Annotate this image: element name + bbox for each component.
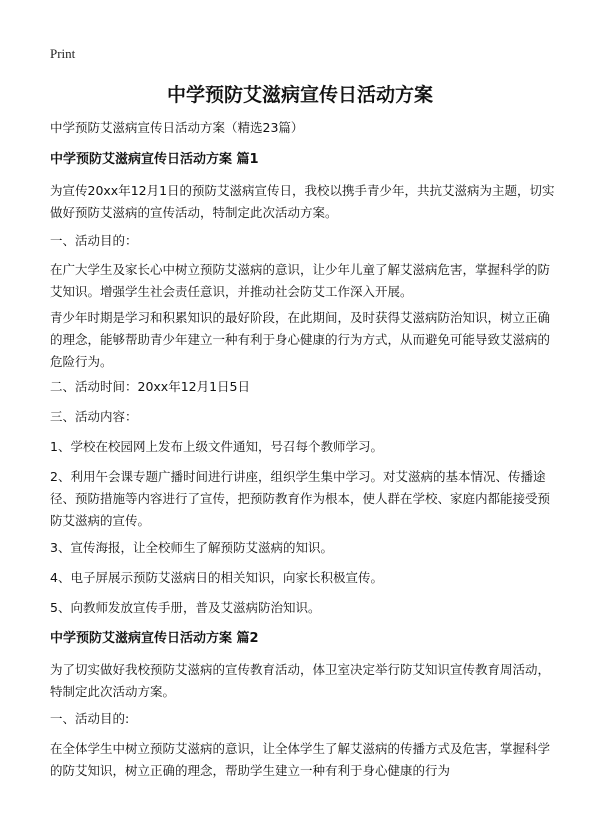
list-item: 1、学校在校园网上发布上级文件通知，号召每个教师学习。 [50,439,383,454]
section-1-time-label: 二、活动时间：20xx年12月1日5日 [50,379,251,394]
subtitle: 中学预防艾滋病宣传日活动方案（精选23篇） [50,120,304,135]
section-2-goal-paragraph-1: 在全体学生中树立预防艾滋病的意识，让全体学生了解艾滋病的传播方式及危害，掌握科学的防艾知识，树立正确的理念，帮助学生建立一种有利于身心健康的行为 [50,741,551,778]
section-1-goal-paragraph-1: 在广大学生及家长心中树立预防艾滋病的意识，让少年儿童了解艾滋病危害，掌握科学的防艾知识。增强学生社会责任意识，并推动社会防艾工作深入开展。 [50,262,551,299]
list-item: 5、向教师发放宣传手册，普及艾滋病防治知识。 [50,600,321,615]
list-item: 2、利用午会课专题广播时间进行讲座，组织学生集中学习。对艾滋病的基本情况、传播途径、预防措施等内容进行了宣传，把预防教育作为根本，使人群在学校、家庭内都能接受预防艾滋病的宣传。 [50,469,551,528]
section-1-goal-paragraph-2: 青少年时期是学习和积累知识的最好阶段，在此期间，及时获得艾滋病防治知识，树立正确的理念，能够帮助青少年建立一种有利于身心健康的行为方式，从而避免可能导致艾滋病的危险行为。 [50,310,551,369]
section-1-goal-label: 一、活动目的： [50,233,138,248]
section-2-intro: 为了切实做好我校预防艾滋病的宣传教育活动，体卫室决定举行防艾知识宣传教育周活动，特制定此次活动方案。 [50,662,551,699]
list-item: 3、宣传海报，让全校师生了解预防艾滋病的知识。 [50,540,333,555]
section-1-content-label: 三、活动内容： [50,409,138,424]
section-2-goal-label: 一、活动目的: [50,711,130,726]
section-1-intro: 为宣传20xx年12月1日的预防艾滋病宣传日，我校以携手青少年，共抗艾滋病为主题，切实做好预防艾滋病的宣传活动，特制定此次活动方案。 [50,183,555,220]
page-title: 中学预防艾滋病宣传日活动方案 [166,84,433,106]
print-label: Print [50,46,76,61]
section-1-heading: 中学预防艾滋病宣传日活动方案 篇1 [50,152,259,167]
section-2-heading: 中学预防艾滋病宣传日活动方案 篇2 [50,631,259,646]
list-item: 4、电子屏展示预防艾滋病日的相关知识，向家长积极宣传。 [50,570,383,585]
